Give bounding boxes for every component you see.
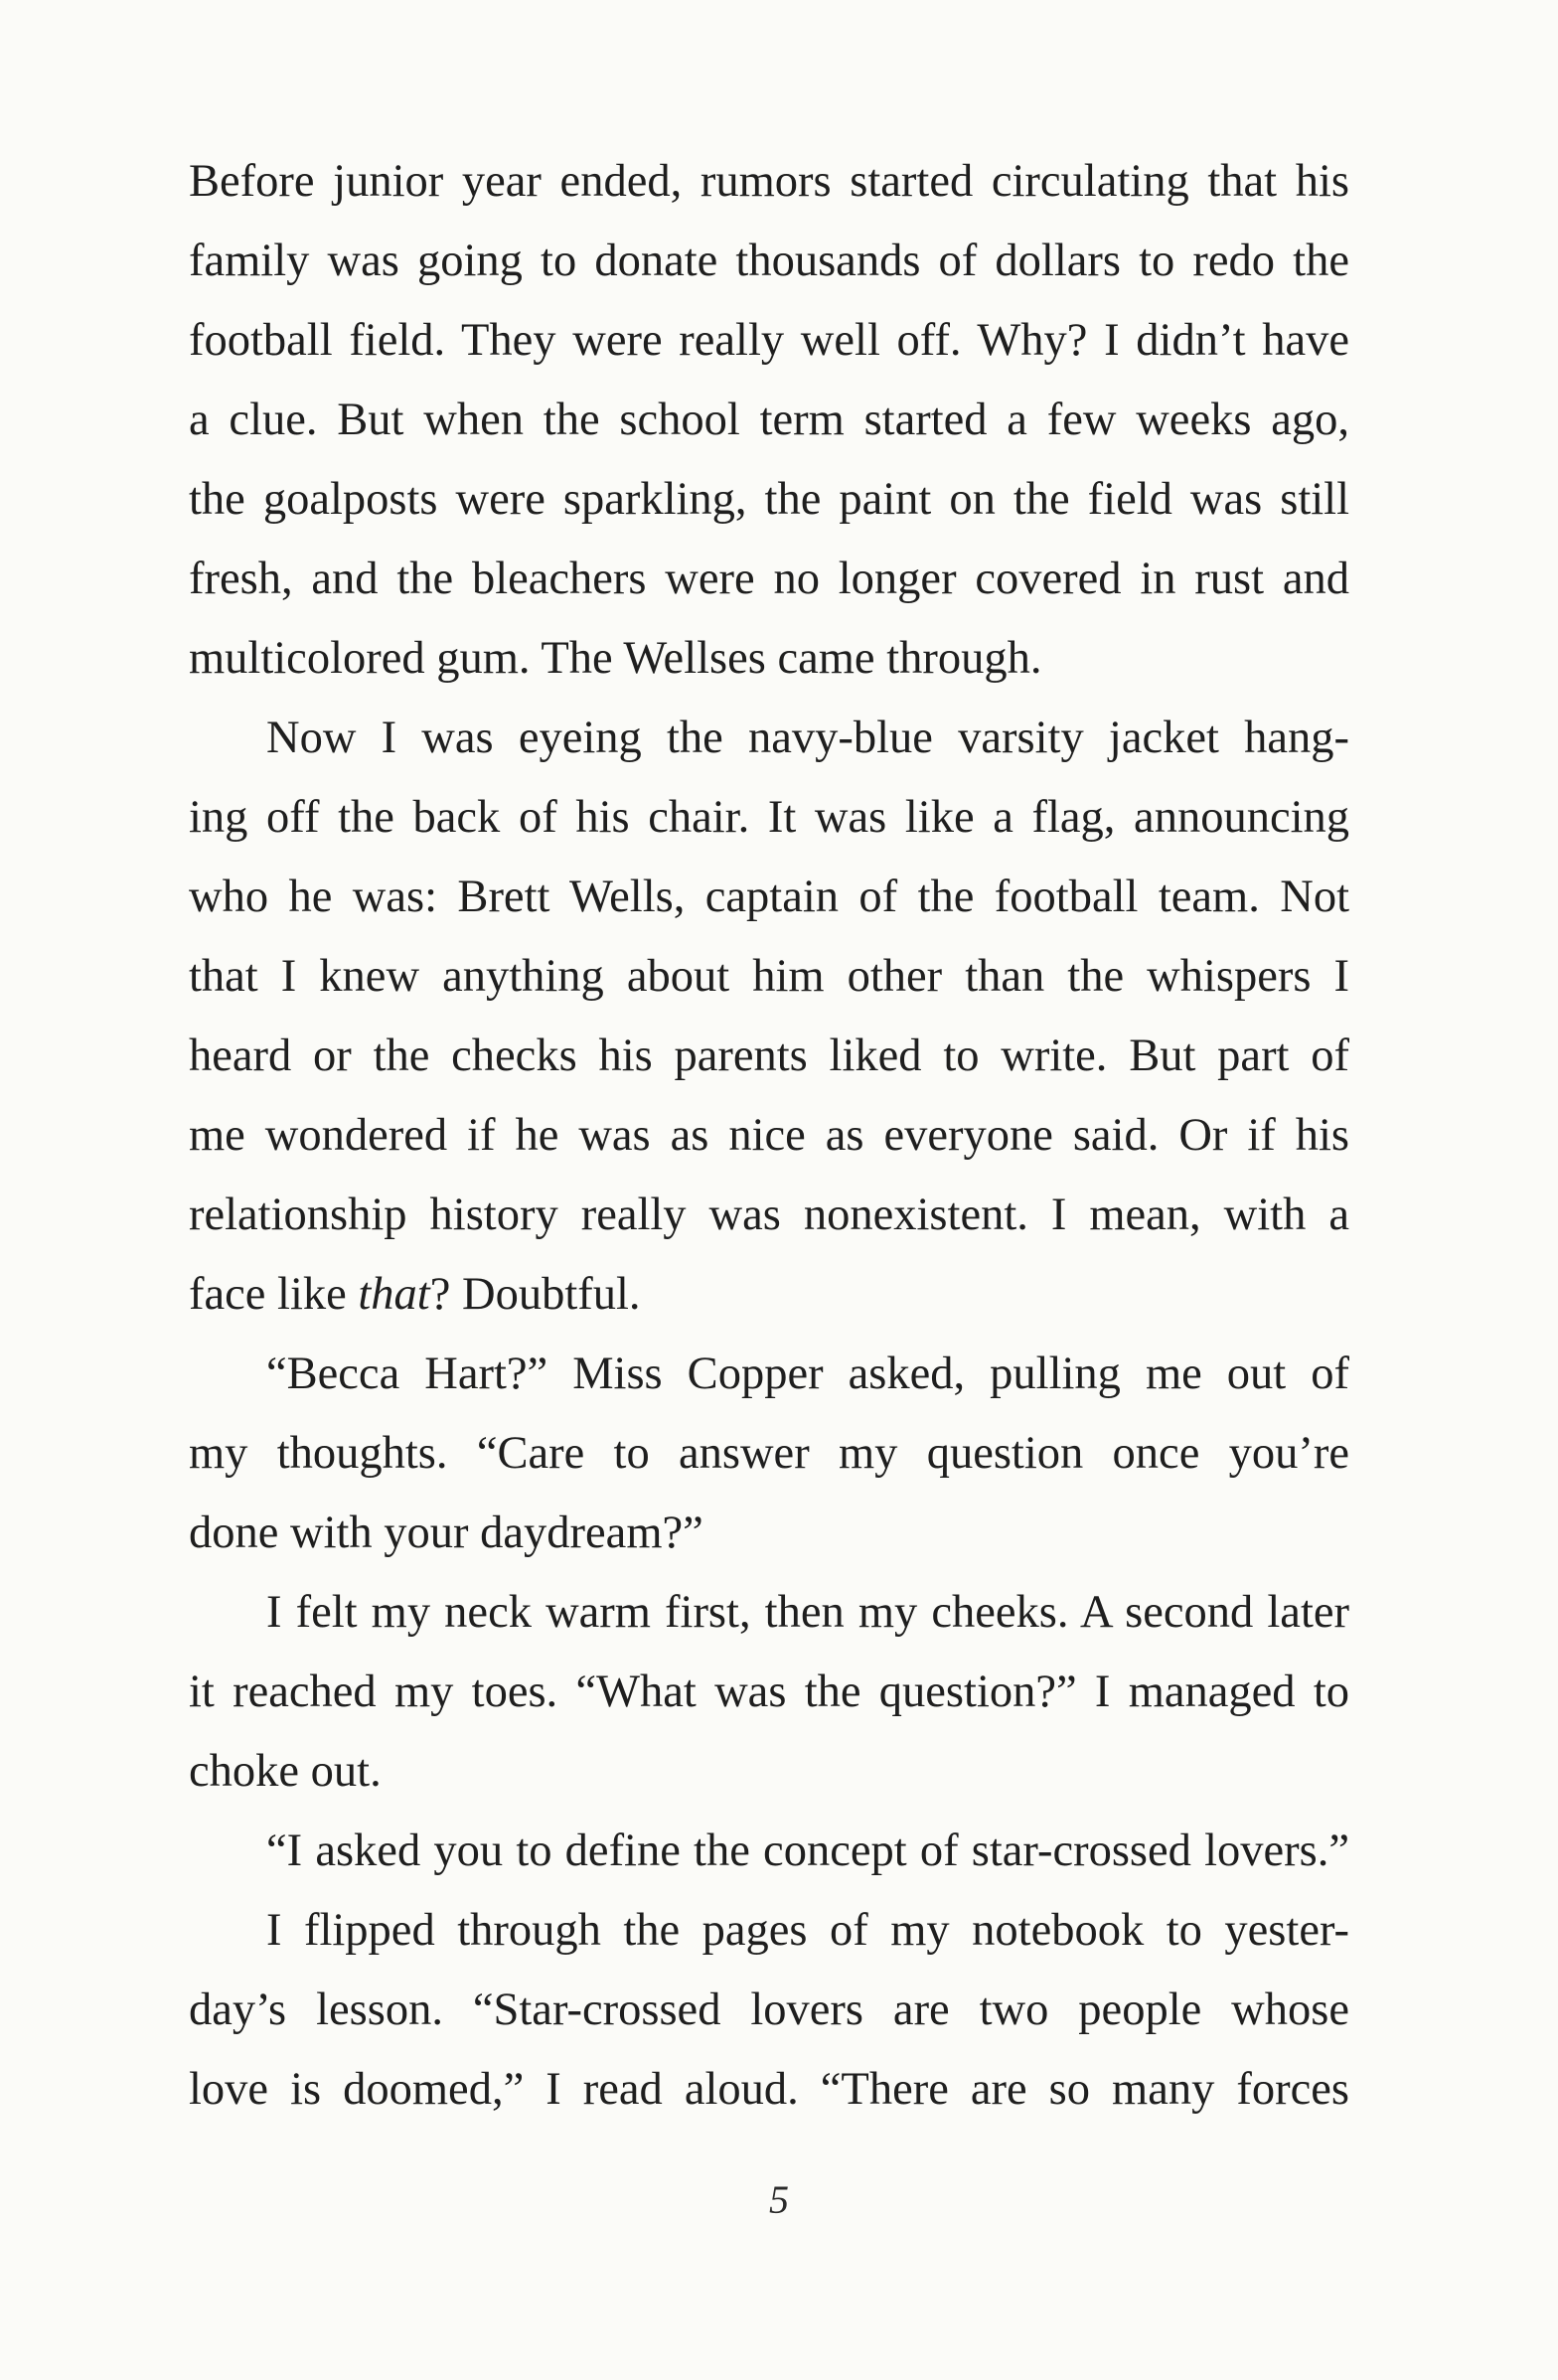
text-line: multicolored gum. The Wellses came through. (189, 633, 1042, 684)
text-line: my thoughts. “Care to answer my question once you’re (189, 1428, 1349, 1479)
text-line: day’s lesson. “Star-crossed lovers are two people whose (189, 1984, 1349, 2035)
text-line: who he was: Brett Wells, captain of the football team. Not (189, 872, 1349, 922)
text-line: football field. They were really well off. Why? I didn’t have (189, 315, 1349, 366)
text-line: Now I was eyeing the navy-blue varsity jacket hang- (266, 713, 1349, 763)
text-line: family was going to donate thousands of dollars to redo the (189, 236, 1349, 286)
text-line: I flipped through the pages of my notebook to yester- (266, 1905, 1349, 1956)
text-line: me wondered if he was as nice as everyone said. Or if his (189, 1110, 1349, 1161)
text-line: “I asked you to define the concept of star-crossed lovers.” (266, 1825, 1349, 1876)
text-line: done with your daydream?” (189, 1507, 703, 1558)
italic-text: that (358, 1269, 430, 1320)
text-line: fresh, and the bleachers were no longer covered in rust and (189, 554, 1349, 604)
text-line: relationship history really was nonexistent. I mean, with a (189, 1190, 1349, 1240)
text-segment: face like (189, 1269, 359, 1320)
text-line: that I knew anything about him other than the whispers I (189, 951, 1349, 1002)
text-line: “Becca Hart?” Miss Copper asked, pulling me out of (266, 1349, 1349, 1399)
text-line: ing off the back of his chair. It was like a flag, announcing (189, 792, 1349, 843)
text-line: Before junior year ended, rumors started circulating that his (189, 156, 1349, 207)
text-line: love is doomed,” I read aloud. “There are so many forces (189, 2064, 1349, 2115)
text-line (189, 1255, 1349, 1335)
text-line: choke out. (189, 1746, 382, 1797)
page-number: 5 (769, 2177, 789, 2222)
text-line: I felt my neck warm first, then my cheeks. A second later (266, 1587, 1349, 1638)
text-segment: ? Doubtful. (429, 1269, 641, 1320)
text-line: it reached my toes. “What was the question?” I managed to (189, 1666, 1349, 1717)
text-line: heard or the checks his parents liked to write. But part of (189, 1031, 1349, 1081)
body-text (189, 142, 1349, 2130)
text-line: a clue. But when the school term started a few weeks ago, (189, 395, 1349, 445)
text-line: the goalposts were sparkling, the paint on the field was still (189, 474, 1349, 525)
